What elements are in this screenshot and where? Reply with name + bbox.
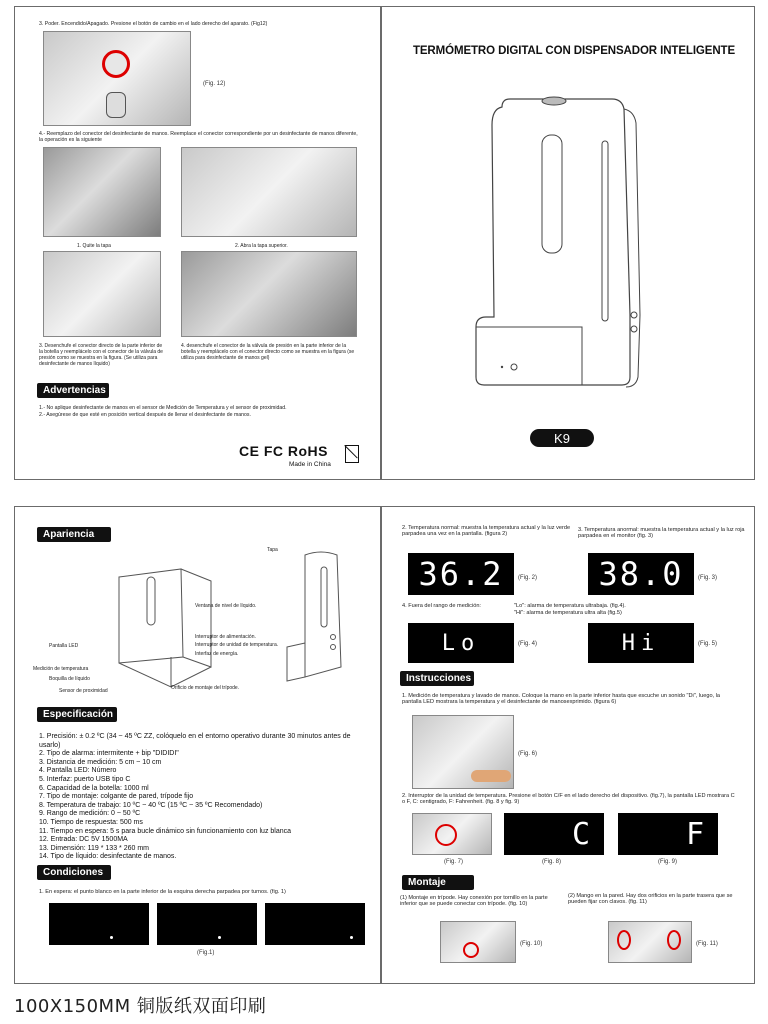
label-boquilla: Boquilla de líquido bbox=[49, 676, 90, 682]
standby-display-2 bbox=[157, 903, 257, 945]
wall-hole-left-icon bbox=[617, 930, 631, 950]
spec-item: 7. Tipo de montaje: colgante de pared, trípode fijo bbox=[39, 793, 194, 801]
appearance-diagram bbox=[111, 547, 361, 697]
mount-tripod-text: (1) Montaje en trípode. Hay conexión por tornillo en la parte inferior que se puede conectar con trípode. (fig. 10) bbox=[400, 895, 548, 907]
warnings-heading: Advertencias bbox=[37, 383, 109, 398]
label-unidad: Interruptor de unidad de temperatura. bbox=[195, 642, 279, 648]
abnormal-temp-text: 3. Temperatura anormal: muestra la temperatura actual y la luz roja parpadea en el monitor (fig. 3) bbox=[578, 527, 745, 539]
spec-item: 9. Rango de medición: 0 ~ 50 ºC bbox=[39, 810, 141, 818]
print-spec-footer: 100X150MM 铜版纸双面印刷 bbox=[14, 996, 267, 1017]
cover-title: TERMÓMETRO DIGITAL CON DISPENSADOR INTELIGENTE bbox=[412, 45, 736, 57]
lcd-celsius: C bbox=[504, 813, 604, 855]
lcd-hi: Hi bbox=[588, 623, 694, 663]
spec-heading: Especificación bbox=[37, 707, 117, 722]
fig12-label: (Fig. 12) bbox=[203, 81, 226, 87]
cf-button-icon bbox=[435, 824, 457, 846]
spec-item: 10. Tiempo de respuesta: 500 ms bbox=[39, 818, 143, 826]
spec-item: 8. Temperatura de trabajo: 10 ºC ~ 40 ºC (15 ºC ~ 35 ºC Recomendado) bbox=[39, 801, 263, 809]
fig7-label: (Fig. 7) bbox=[444, 859, 464, 865]
lcd-abnormal-temp: 38.0 bbox=[588, 553, 694, 595]
photo-connector-valve bbox=[181, 251, 357, 337]
caption-3: 3. Desenchufe el conector directo de la parte inferior de la botella y reemplácelo con el conector de la válvula de presión como se muestra en la figura. (Se utiliza para desinfectante de manos líquido) bbox=[39, 343, 163, 367]
conditions-heading: Condiciones bbox=[37, 865, 111, 880]
weee-bin-icon bbox=[345, 445, 359, 463]
label-energia: Interfaz de energía. bbox=[195, 651, 239, 657]
mount-wall-text: (2) Mango en la pared. Hay dos orificios en la parte trasera que se pueden fijar con clavos. (fig. 11) bbox=[568, 893, 733, 905]
warning-1: 1.- No aplique desinfectante de manos en el sensor de Medición de Temperatura y el sensor de proximidad. bbox=[39, 405, 287, 411]
model-label: K9 bbox=[554, 430, 570, 446]
page-1-replacement-guide bbox=[14, 6, 381, 480]
lcd-normal-temp: 36.2 bbox=[408, 553, 514, 595]
spec-item: 6. Capacidad de la botella: 1000 ml bbox=[39, 784, 149, 792]
device-drawing bbox=[462, 95, 652, 395]
spec-item: 3. Distancia de medición: 5 cm ~ 10 cm bbox=[39, 758, 162, 766]
spec-item: 12. Entrada: DC 5V 1500MA bbox=[39, 836, 128, 844]
label-ventana: Ventana de nivel de líquido. bbox=[195, 603, 257, 609]
lcd-lo: Lo bbox=[408, 623, 514, 663]
page-3-appearance-spec bbox=[14, 506, 381, 984]
fig1-label: (Fig.1) bbox=[197, 950, 215, 956]
warning-2: 2.- Asegúrese de que esté en posición vertical después de llenar el desinfectante de manos. bbox=[39, 412, 251, 418]
condition-1: 1. En espera: el punto blanco en la parte inferior de la esquina derecha parpadea por turnos. (fig. 1) bbox=[39, 889, 286, 895]
hand-icon bbox=[471, 770, 511, 782]
fig12-photo bbox=[43, 31, 191, 126]
standby-display-3 bbox=[265, 903, 365, 945]
spec-item: 2. Tipo de alarma: intermitente + bip "DIDIDI" bbox=[39, 750, 179, 758]
spec-item: 14. Tipo de líquido: desinfectante de manos. bbox=[39, 853, 177, 861]
fig10-label: (Fig. 10) bbox=[520, 941, 543, 947]
fig5-label: (Fig. 5) bbox=[698, 641, 718, 647]
spec-item: 11. Tiempo en espera: 5 s para bucle dinámico sin funcionamiento con luz blanca bbox=[39, 827, 292, 835]
fig11-photo bbox=[608, 921, 692, 963]
label-interruptor: Interruptor de alimentación. bbox=[195, 634, 256, 640]
caption-4: 4. desenchufe el conector de la válvula de presión en la parte inferior de la botella y reemplácelo con el conector directo como se muestra en la figura (se utiliza para desinfectante de manos gel) bbox=[181, 343, 355, 361]
page-2-cover bbox=[381, 6, 755, 480]
step3-text: 3. Poder. Encendido/Apagado. Presione el botón de cambio en el lado derecho del aparato. (Fig12) bbox=[39, 21, 268, 27]
fig8-label: (Fig. 8) bbox=[542, 859, 562, 865]
label-tapa: Tapa bbox=[267, 547, 278, 553]
fig9-label: (Fig. 9) bbox=[658, 859, 678, 865]
lo-alarm-text: "Lo": alarma de temperatura ultrabaja. (fig.4). bbox=[514, 603, 626, 609]
photo-remove-cap bbox=[43, 147, 161, 237]
normal-temp-text: 2. Temperatura normal: muestra la temperatura actual y la luz verde parpadea una vez en la pantalla. (figura 2) bbox=[402, 525, 571, 537]
model-badge bbox=[530, 429, 594, 447]
switch-icon bbox=[106, 92, 126, 118]
instruction-2: 2. Interruptor de la unidad de temperatura. Presione el botón C/F en el lado derecho del dispositivo. (fig.7), la pantalla LED mostrara C o F, C: centigrado, F: Fahrenheit. (fig. 8 y fig. 9) bbox=[402, 793, 735, 805]
range-text: 4. Fuera del rango de medición: bbox=[402, 603, 481, 609]
wall-hole-right-icon bbox=[667, 930, 681, 950]
fig3-label: (Fig. 3) bbox=[698, 575, 718, 581]
fig6-label: (Fig. 6) bbox=[518, 751, 538, 757]
spec-item: 4. Pantalla LED: Número bbox=[39, 767, 117, 775]
step4-text: 4.- Reemplazo del conector del desinfectante de manos. Reemplace el conector correspondiente por un desinfectante de manos diferente, la operación es la siguiente bbox=[39, 131, 358, 143]
lcd-fahrenheit: F bbox=[618, 813, 718, 855]
fig11-label: (Fig. 11) bbox=[696, 941, 718, 947]
appearance-heading: Apariencia bbox=[37, 527, 111, 542]
spec-list bbox=[39, 733, 371, 862]
photo-open-lid bbox=[181, 147, 357, 237]
mounting-heading: Montaje bbox=[402, 875, 474, 890]
label-pantalla: Pantalla LED bbox=[49, 643, 79, 649]
hi-alarm-text: "Hi": alarma de temperatura ultra alta (fig.5) bbox=[514, 610, 622, 616]
caption-2: 2. Abra la tapa superior. bbox=[235, 243, 288, 249]
made-in-label: Made in China bbox=[289, 461, 331, 468]
certification-logos: CE FC RoHS bbox=[239, 443, 328, 459]
fig7-photo bbox=[412, 813, 492, 855]
instruction-1: 1. Medición de temperatura y lavado de manos. Coloque la mano en la parte inferior hasta que escuche un sonido "Di", luego, la pantalla LED mostrara la temperatura y el desinfectante de manosexprimido. (figura 6) bbox=[402, 693, 721, 705]
spec-item: 1. Precisión: ± 0.2 ºC (34 ~ 45 ºC ZZ, colóquelo en el entorno operativo durante 30 minutos antes de usarlo) bbox=[39, 733, 351, 749]
fig10-photo bbox=[440, 921, 516, 963]
fig6-photo bbox=[412, 715, 514, 789]
fig2-label: (Fig. 2) bbox=[518, 575, 538, 581]
instructions-heading: Instrucciones bbox=[400, 671, 474, 686]
tripod-hole-icon bbox=[463, 942, 479, 958]
photo-connector-direct bbox=[43, 251, 161, 337]
spec-item: 13. Dimensión: 119 * 133 * 260 mm bbox=[39, 844, 149, 852]
standby-display-1 bbox=[49, 903, 149, 945]
page-4-instructions bbox=[381, 506, 755, 984]
label-sensor: Sensor de proximidad bbox=[59, 688, 108, 694]
label-medicion: Medición de temperatura bbox=[33, 666, 89, 672]
fig4-label: (Fig. 4) bbox=[518, 641, 538, 647]
caption-1: 1. Quite la tapa bbox=[77, 243, 111, 249]
spec-item: 5. Interfaz: puerto USB tipo C bbox=[39, 775, 131, 783]
label-orificio: Orificio de montaje del trípode. bbox=[171, 685, 240, 691]
power-button-icon bbox=[102, 50, 130, 78]
